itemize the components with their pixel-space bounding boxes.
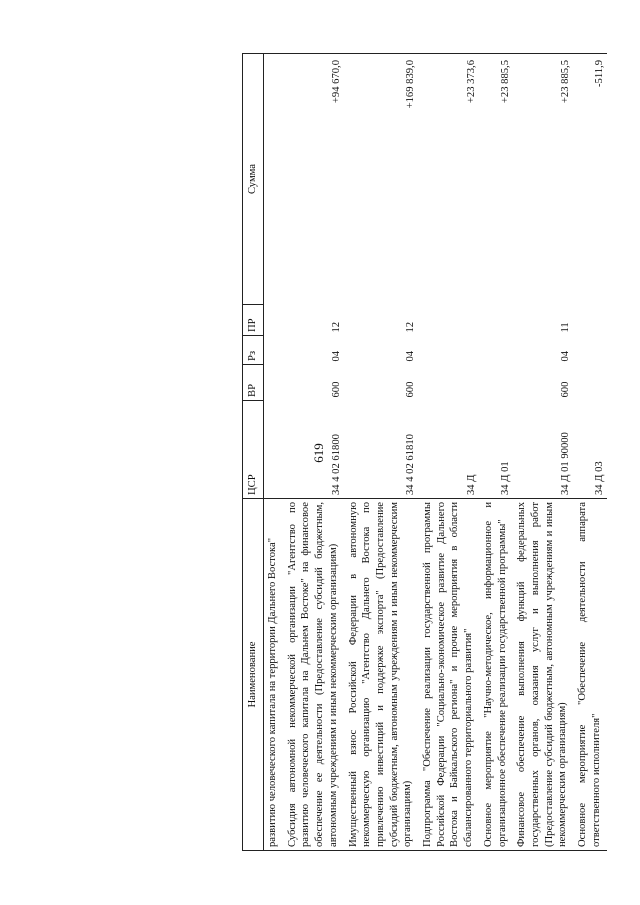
row-name: Финансовое обеспечение выполнения функций федеральных государственных органов, оказания услуг и выполнения работ (Предоставление субсидий бюджетным, автономным учреждениям и иным некоммерческим организациям) [513, 499, 574, 851]
row-vr [574, 365, 607, 401]
row-name: Имущественный взнос Российской Федерации в автономную некоммерческую организацию "Агентство Дальнего Востока по привлечению инвестиций и поддержке экспорта" (Предоставление субсидий бюджетным, автономным учреждениям и иным некоммерческим организациям) [345, 499, 420, 851]
row-pr [264, 305, 284, 336]
row-vr: 600 [405, 381, 417, 398]
row-rz [264, 336, 284, 365]
header-vr: ВР [243, 365, 264, 401]
row-csr: 34 4 02 61800 [330, 434, 342, 495]
row-csr: 34 4 02 61810 [405, 434, 417, 495]
table-row [574, 54, 607, 851]
row-rz [419, 336, 480, 365]
row-name: Субсидия автономной некоммерческой организации "Агентство по развитию человеческого капитала на Дальнем Востоке" на финансовое обеспечение ее деятельности (Предоставление субсидий бюджетным, автономным учреждениям и иным некоммерческим организациям) [284, 499, 345, 851]
header-name: Наименование [243, 499, 264, 851]
row-name: развитию человеческого капитала на территории Дальнего Востока" [264, 499, 284, 851]
table-row [419, 54, 480, 851]
header-pr: ПР [243, 305, 264, 336]
row-vr [419, 365, 480, 401]
row-pr: 12 [405, 321, 417, 333]
row-rz [574, 336, 607, 365]
header-sum: Сумма [243, 54, 264, 305]
row-pr: 11 [560, 322, 572, 333]
row-name: Основное мероприятие "Научно-методическое, информационное и организационное обеспечение реализации государственной программы" [480, 499, 513, 851]
row-pr [480, 305, 513, 336]
row-pr [574, 305, 607, 336]
row-sum [264, 54, 284, 305]
budget-table-frame [242, 54, 605, 851]
row-csr: 34 Д [466, 474, 478, 495]
row-csr: 34 Д 01 [499, 461, 511, 495]
row-vr: 600 [330, 381, 342, 398]
row-csr: 34 Д 01 90000 [560, 432, 572, 495]
header-csr: ЦСР [243, 401, 264, 499]
row-pr [419, 305, 480, 336]
row-pr: 12 [330, 321, 342, 333]
table-row [264, 54, 284, 851]
row-csr: 34 Д 03 [593, 461, 605, 495]
header-rz: Рз [243, 336, 264, 365]
row-vr: 600 [560, 381, 572, 398]
row-rz [480, 336, 513, 365]
table-row [284, 54, 345, 851]
row-sum: -511,9 [574, 54, 607, 305]
row-vr [264, 365, 284, 401]
row-name: Подпрограмма "Обеспечение реализации государственной программы Российской Федерации "Социально-экономическое развитие Дальнего Востока и Байкальского региона" и прочие мероприятия в области сбалансированного территориального развития" [419, 499, 480, 851]
row-rz: 04 [330, 350, 342, 362]
row-sum: +23 885,5 [480, 54, 513, 305]
table-row [480, 54, 513, 851]
table-header [243, 54, 264, 851]
row-sum: +23 373,6 [419, 54, 480, 305]
row-sum: +94 670,0 [284, 54, 345, 305]
row-sum: +169 839,0 [345, 54, 420, 305]
table-row [513, 54, 574, 851]
row-rz: 04 [560, 350, 572, 362]
table-body [264, 54, 608, 851]
row-name: Основное мероприятие "Обеспечение деятельности аппарата ответственного исполнителя" [574, 499, 607, 851]
row-rz: 04 [405, 350, 417, 362]
row-vr [480, 365, 513, 401]
budget-table [242, 53, 607, 851]
row-sum: +23 885,5 [513, 54, 574, 305]
row-csr [264, 401, 284, 499]
page-number: 619 [311, 443, 326, 463]
table-row [345, 54, 420, 851]
